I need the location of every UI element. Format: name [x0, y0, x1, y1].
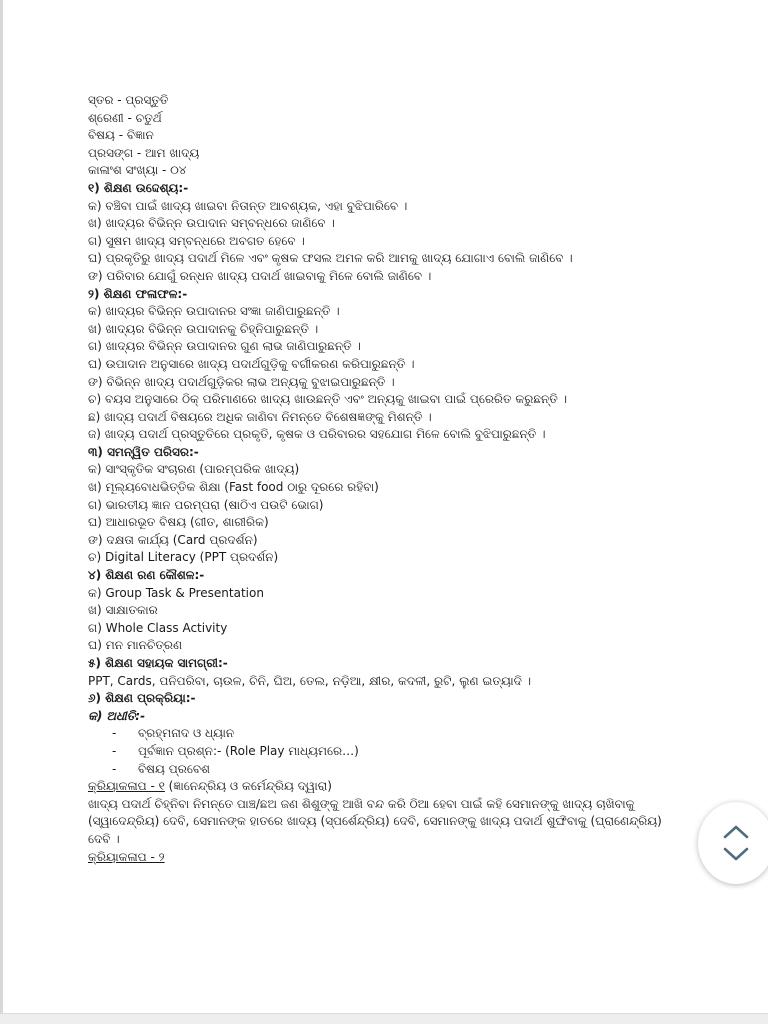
list-item: ଖ) ଖାଦ୍ୟର ବିଭିନ୍ନ ଉପାଦାନ ସମ୍ବନ୍ଧରେ ଜାଣିବେ ।	[88, 216, 335, 231]
subsection-heading: କ) ଅଧୀତି:-	[88, 708, 146, 723]
list-item: ଖ) ଖାଦ୍ୟର ବିଭିନ୍ନ ଉପାଦାନକୁ ଚିହ୍ନିପାରୁଛନ୍ତି ।	[88, 321, 319, 336]
list-item: ଘ) ଆଧାରଭୂତ ବିଷୟ (ଗୀତ, ଶାରୀରିକ)	[88, 515, 269, 530]
list-item: ଘ) ମନ ମାନଚିତ୍ରଣ	[88, 638, 183, 653]
section-2-heading: ୨) ଶିକ୍ଷଣ ଫଳାଫଳ:-	[88, 286, 188, 301]
activity-1-text: ଖାଦ୍ୟ ପଦାର୍ଥ ଚିହ୍ନିବା ନିମନ୍ତେ ପାଞ୍ଚ/ଛଅ ଜଣ ଶିଶୁଙ୍କୁ ଆଖି ବନ୍ଦ କରି ଠିଆ ହେବା ପାଇଁ କହି ସେମାନଙ୍କୁ ଖାଦ୍ୟ ଚାଖିବାକୁ (ସ୍ୱାଦେନ୍ଦ୍ରିୟ) ଦେବି, ସେମାନଙ୍କ ହାତରେ ଖାଦ୍ୟ (ସ୍ପର୍ଶେନ୍ଦ୍ରିୟ) ଦେବି, ସେମାନଙ୍କୁ ଖାଦ୍ୟ ପଦାର୍ଥ ଶୁଙ୍ଘିବାକୁ (ଘ୍ରାଣେନ୍ଦ୍ରିୟ) ଦେବି ।	[88, 796, 662, 846]
list-item: ଖ) ସାକ୍ଷାତକାର	[88, 603, 158, 618]
list-item: ଗ) Whole Class Activity	[88, 620, 228, 635]
activity-1-heading	[88, 778, 728, 796]
section-1-heading: ୧) ଶିକ୍ଷଣ ଉଦ୍ଦେଶ୍ୟ:-	[88, 180, 189, 195]
list-item: ଙ) ବିଭିନ୍ନ ଖାଦ୍ୟ ପଦାର୍ଥଗୁଡ଼ିକର ଲାଭ ଅନ୍ୟକୁ ବୁଝାଇପାରୁଛନ୍ତି ।	[88, 374, 395, 389]
section-4-heading: ୪) ଶିକ୍ଷଣ ରଣ କୌଶଳ:-	[88, 568, 205, 583]
bullet-item: - ପୂର୍ବଜ୍ଞାନ ପ୍ରଶ୍ନ:- (Role Play ମାଧ୍ୟମରେ…)	[88, 743, 728, 761]
activity-1-note: (ଜ୍ଞାନେନ୍ଦ୍ରିୟ ଓ କର୍ମେନ୍ଦ୍ରିୟ ଦ୍ୱାରା)	[164, 779, 332, 794]
list-item: ଚ) ବୟସ ଅନୁସାରେ ଠିକ୍ ପରିମାଣରେ ଖାଦ୍ୟ ଖାଉଛନ୍ତି ଏବଂ ଅନ୍ୟକୁ ଖାଇବା ପାଇଁ ପ୍ରେରିତ କରୁଛନ୍ତି ।	[88, 392, 568, 407]
viewer-bottom-bar	[0, 1013, 768, 1024]
header-topic: ପ୍ରସଙ୍ଗ - ଆମ ଖାଦ୍ୟ	[88, 145, 200, 160]
list-item: ଗ) ଭାରତୀୟ ଜ୍ଞାନ ପରମ୍ପରା (ଷାଠିଏ ପଉଟି ଭୋଗ)	[88, 497, 324, 512]
header-subject: ବିଷୟ - ବିଜ୍ଞାନ	[88, 128, 154, 143]
section-5-heading: ୫) ଶିକ୍ଷଣ ସହାୟକ ସାମଗ୍ରୀ:-	[88, 656, 228, 670]
activity-2-heading: କ୍ରିୟାକଳାପ - ୨	[88, 849, 165, 864]
list-item: ଗ) ସୁଷମ ଖାଦ୍ୟ ସମ୍ବନ୍ଧରେ ଅବଗତ ହେବେ ।	[88, 233, 305, 248]
list-item: ଘ) ଉପାଦାନ ଅନୁସାରେ ଖାଦ୍ୟ ପଦାର୍ଥଗୁଡ଼ିକୁ ବର୍ଗୀକରଣ କରିପାରୁଛନ୍ତି ।	[88, 356, 415, 371]
section-6-heading: ୬) ଶିକ୍ଷଣ ପ୍ରକ୍ରିୟା:-	[88, 691, 196, 706]
list-item: ଙ) ପରିବାର ଯୋଗୁଁ ରନ୍ଧନ ଖାଦ୍ୟ ପଦାର୍ଥ ଖାଇବାକୁ ମିଳେ ବୋଲି ଜାଣିବେ ।	[88, 268, 432, 283]
list-item: ଗ) ଖାଦ୍ୟର ବିଭିନ୍ନ ଉପାଦାନର ଗୁଣ ଲାଭ ଜାଣିପାରୁଛନ୍ତି ।	[88, 339, 361, 354]
chevron-up-icon[interactable]	[722, 824, 750, 840]
list-item: ଚ) Digital Literacy (PPT ପ୍ରଦର୍ଶନ)	[88, 550, 279, 565]
list-item: ଜ) ଖାଦ୍ୟ ପଦାର୍ଥ ପ୍ରସ୍ତୁତିରେ ପ୍ରକୃତି, କୃଷକ ଓ ପରିବାରର ସହଯୋଗ ମିଳେ ବୋଲି ବୁଝିପାରୁଛନ୍ତି ।	[88, 427, 546, 442]
header-level: ସ୍ତର - ପ୍ରସ୍ତୁତି	[88, 93, 169, 107]
list-item: ଛ) ଖାଦ୍ୟ ପଦାର୍ଥ ବିଷୟରେ ଅଧିକ ଜାଣିବା ନିମନ୍ତେ ବିଶେଷଜ୍ଞଙ୍କୁ ମିଶନ୍ତି ।	[88, 409, 432, 424]
document-page	[88, 92, 728, 866]
list-item: ଘ) ପ୍ରକୃତିରୁ ଖାଦ୍ୟ ପଦାର୍ଥ ମିଳେ ଏବଂ କୃଷକ ଫସଲ ଅମଳ କରି ଆମକୁ ଖାଦ୍ୟ ଯୋଗାଏ ବୋଲି ଜାଣିବେ ।	[88, 251, 573, 266]
list-item: ଖ) ମୂଲ୍ୟବୋଧଭିତ୍ତିକ ଶିକ୍ଷା (Fast food ଠାରୁ ଦୂରରେ ରହିବା)	[88, 480, 379, 495]
list-item: କ) ସାଂସ୍କୃତିକ ସଂଚାରଣ (ପାରମ୍ପରିକ ଖାଦ୍ୟ)	[88, 462, 300, 477]
chevron-down-icon[interactable]	[722, 846, 750, 862]
page-scroll-button[interactable]	[698, 802, 768, 884]
activity-1-title: କ୍ରିୟାକଳାପ - ୧	[88, 779, 165, 794]
list-item: କ) ଖାଦ୍ୟର ବିଭିନ୍ନ ଉପାଦାନର ସଂଜ୍ଞା ଜାଣିପାରୁଛନ୍ତି ।	[88, 304, 340, 319]
materials-text: PPT, Cards, ପନିପରିବା, ଚାଉଳ, ଚିନି, ଘିଅ, ତେଲ, ନଡ଼ିଆ, କ୍ଷୀର, କଦଳୀ, ରୁଟି, ଲୁଣ ଇତ୍ୟାଦି ।	[88, 673, 532, 688]
section-3-heading: ୩) ସମନ୍ୱିତ ପରିସର:-	[88, 444, 199, 459]
list-item: ଙ) ଦକ୍ଷତା କାର୍ଯ୍ୟ (Card ପ୍ରଦର୍ଶନ)	[88, 532, 258, 547]
list-item: କ) ବଞ୍ଚିବା ପାଇଁ ଖାଦ୍ୟ ଖାଇବା ନିତାନ୍ତ ଆବଶ୍ୟକ, ଏହା ବୁଝିପାରିବେ ।	[88, 198, 408, 213]
header-class: ଶ୍ରେଣୀ - ଚତୁର୍ଥ	[88, 110, 162, 125]
page-left-border	[0, 0, 3, 1024]
bullet-item: - ବିଷୟ ପ୍ରବେଶ	[88, 761, 728, 779]
list-item: କ) Group Task & Presentation	[88, 585, 264, 600]
header-periods: କାଳାଂଶ ସଂଖ୍ୟା - ୦୪	[88, 163, 187, 178]
bullet-item: - ବ୍ରହ୍ମନାଦ ଓ ଧ୍ୟାନ	[88, 725, 728, 743]
